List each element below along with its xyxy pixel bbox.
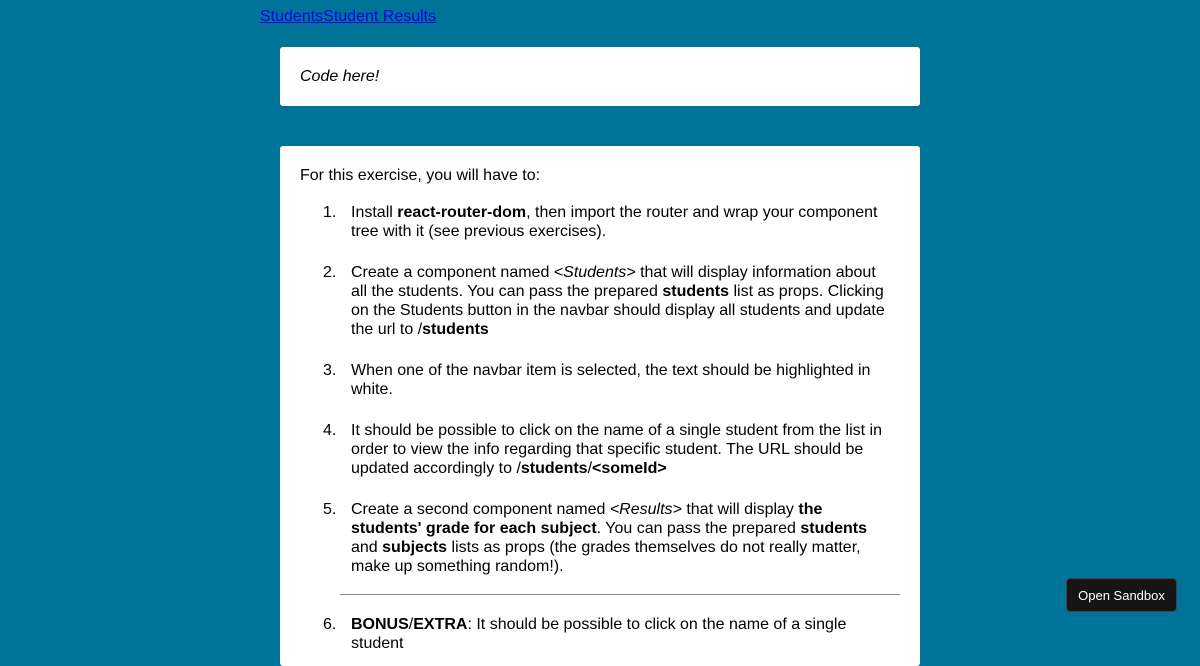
task-item-6 — [300, 615, 900, 653]
task-item-5 — [300, 500, 900, 576]
task-bold-text: students — [422, 321, 489, 338]
task-text: lists as props (the grades themselves do not really matter, make up something random!). — [351, 539, 861, 575]
task-text: When one of the navbar item is selected, the text should be highlighted in white. — [351, 362, 871, 398]
task-bold-text: students — [662, 283, 730, 300]
task-bold-text: <someId> — [592, 460, 667, 477]
task-text: It should be possible to click on the name of a single student from the list in order to view the info regarding that specific student. The URL should be updated accordingly to / — [351, 422, 882, 477]
code-placeholder-card — [280, 47, 920, 106]
task-italic-text: <Results> — [609, 501, 682, 518]
task-text: Create a second component named — [351, 501, 610, 518]
task-text: and — [351, 539, 383, 556]
instructions-card — [280, 146, 920, 666]
task-number: 6. — [323, 616, 337, 633]
task-text: / — [587, 460, 593, 477]
task-number: 3. — [323, 362, 337, 379]
task-item-4 — [300, 421, 900, 478]
task-number: 5. — [323, 501, 337, 518]
task-number: 4. — [323, 422, 337, 439]
task-bold-text: the students' grade for each subject — [351, 501, 823, 537]
task-text: . You can pass the prepared — [596, 520, 801, 537]
task-text: Create a component named — [351, 264, 554, 281]
task-bold-text: subjects — [382, 539, 448, 556]
task-number: 1. — [323, 204, 337, 221]
top-nav — [260, 8, 436, 26]
task-italic-text: <Students> — [553, 264, 636, 281]
task-item-3 — [300, 361, 900, 399]
task-bold-text: students — [520, 460, 588, 477]
task-list — [300, 203, 900, 653]
task-text: : It should be possible to click on the name of a single student — [351, 616, 847, 652]
code-placeholder-text: Code here! — [300, 68, 380, 85]
task-text: Install — [351, 204, 398, 221]
task-bold-text: react-router-dom — [397, 204, 527, 221]
divider — [340, 594, 900, 595]
task-text: that will display — [681, 501, 799, 518]
task-text: / — [408, 616, 414, 633]
task-number: 2. — [323, 264, 337, 281]
nav-link-student-results[interactable]: Student Results — [323, 8, 437, 25]
task-item-2 — [300, 263, 900, 339]
nav-link-students[interactable]: Students — [260, 8, 324, 25]
task-bold-text: BONUS — [351, 616, 409, 633]
task-bold-text: students — [800, 520, 868, 537]
task-text: list as props. Clicking on the Students button in the navbar should display all students and update the url to / — [351, 283, 885, 338]
open-sandbox-button[interactable]: Open Sandbox — [1066, 578, 1177, 612]
task-text: , then import the router and wrap your component tree with it (see previous exercises). — [351, 204, 878, 240]
task-item-1 — [300, 203, 900, 241]
instructions-intro: For this exercise, you will have to: — [300, 167, 541, 184]
task-bold-text: EXTRA — [413, 616, 468, 633]
task-text: that will display information about all the students. You can pass the prepared — [351, 264, 876, 300]
